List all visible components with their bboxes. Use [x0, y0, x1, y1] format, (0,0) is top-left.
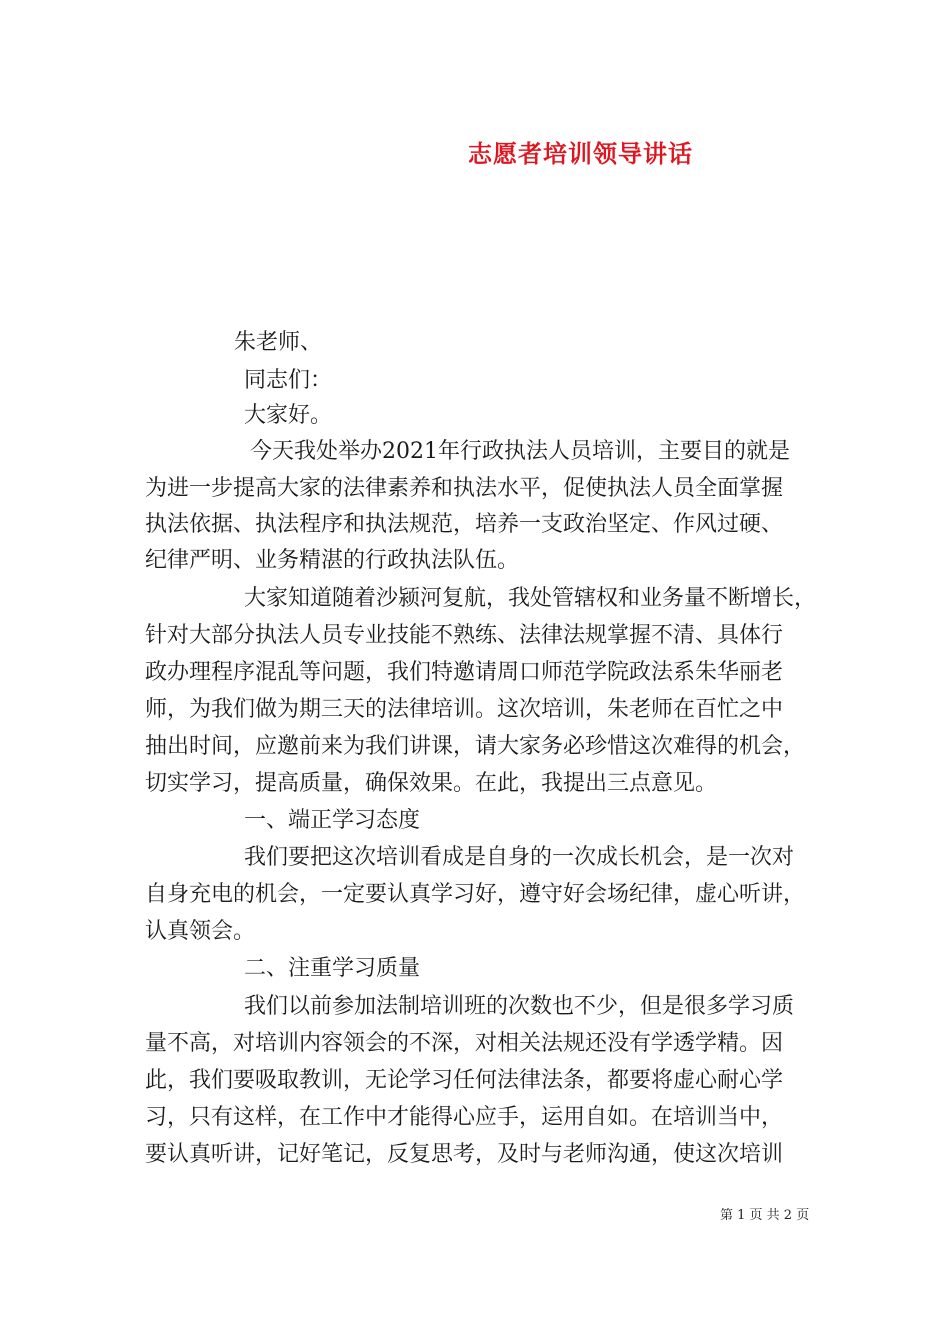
paragraph-line: 切实学习，提高质量，确保效果。在此，我提出三点意见。: [145, 771, 718, 796]
page-number: 第 1 页 共 2 页: [720, 1208, 810, 1223]
paragraph-line: 政办理程序混乱等问题，我们特邀请周口师范学院政法系朱华丽老: [145, 660, 784, 685]
paragraph-line: 习，只有这样，在工作中才能得心应手，运用自如。在培训当中，: [145, 1105, 784, 1130]
paragraph-line: 此，我们要吸取教训，无论学习任何法律法条，都要将虚心耐心学: [145, 1068, 784, 1093]
paragraph-line: 我们要把这次培训看成是自身的一次成长机会，是一次对: [244, 845, 795, 870]
paragraph-line: 师，为我们做为期三天的法律培训。这次培训，朱老师在百忙之中: [145, 697, 784, 722]
paragraph-line: 针对大部分执法人员专业技能不熟练、法律法规掌握不清、具体行: [145, 623, 784, 648]
paragraph-line: 我们以前参加法制培训班的次数也不少，但是很多学习质: [244, 994, 795, 1019]
paragraph-line: 量不高，对培训内容领会的不深，对相关法规还没有学透学精。因: [145, 1031, 784, 1056]
paragraph-line: 为进一步提高大家的法律素养和执法水平，促使执法人员全面掌握: [145, 476, 784, 501]
salutation-line: 同志们：: [244, 368, 333, 393]
paragraph-line: 今天我处举办2021年行政执法人员培训，主要目的就是: [250, 439, 790, 464]
paragraph-line: 纪律严明、业务精湛的行政执法队伍。: [145, 548, 520, 573]
section-heading: 二、注重学习质量: [244, 956, 421, 981]
paragraph-line: 大家知道随着沙颍河复航，我处管辖权和业务量不断增长，: [244, 586, 817, 611]
greeting-line: 大家好。: [244, 403, 333, 428]
paragraph-line: 要认真听讲，记好笔记，反复思考，及时与老师沟通，使这次培训: [145, 1142, 784, 1167]
paragraph-line: 自身充电的机会，一定要认真学习好，遵守好会场纪律，虚心听讲，: [145, 882, 806, 907]
salutation-line: 朱老师、: [234, 330, 323, 355]
paragraph-line: 抽出时间，应邀前来为我们讲课，请大家务必珍惜这次难得的机会，: [145, 734, 806, 759]
paragraph-line: 认真领会。: [145, 919, 256, 944]
paragraph-line: 执法依据、执法程序和执法规范，培养一支政治坚定、作风过硬、: [145, 512, 784, 537]
document-title: 志愿者培训领导讲话: [468, 140, 693, 168]
section-heading: 一、端正学习态度: [244, 808, 421, 833]
